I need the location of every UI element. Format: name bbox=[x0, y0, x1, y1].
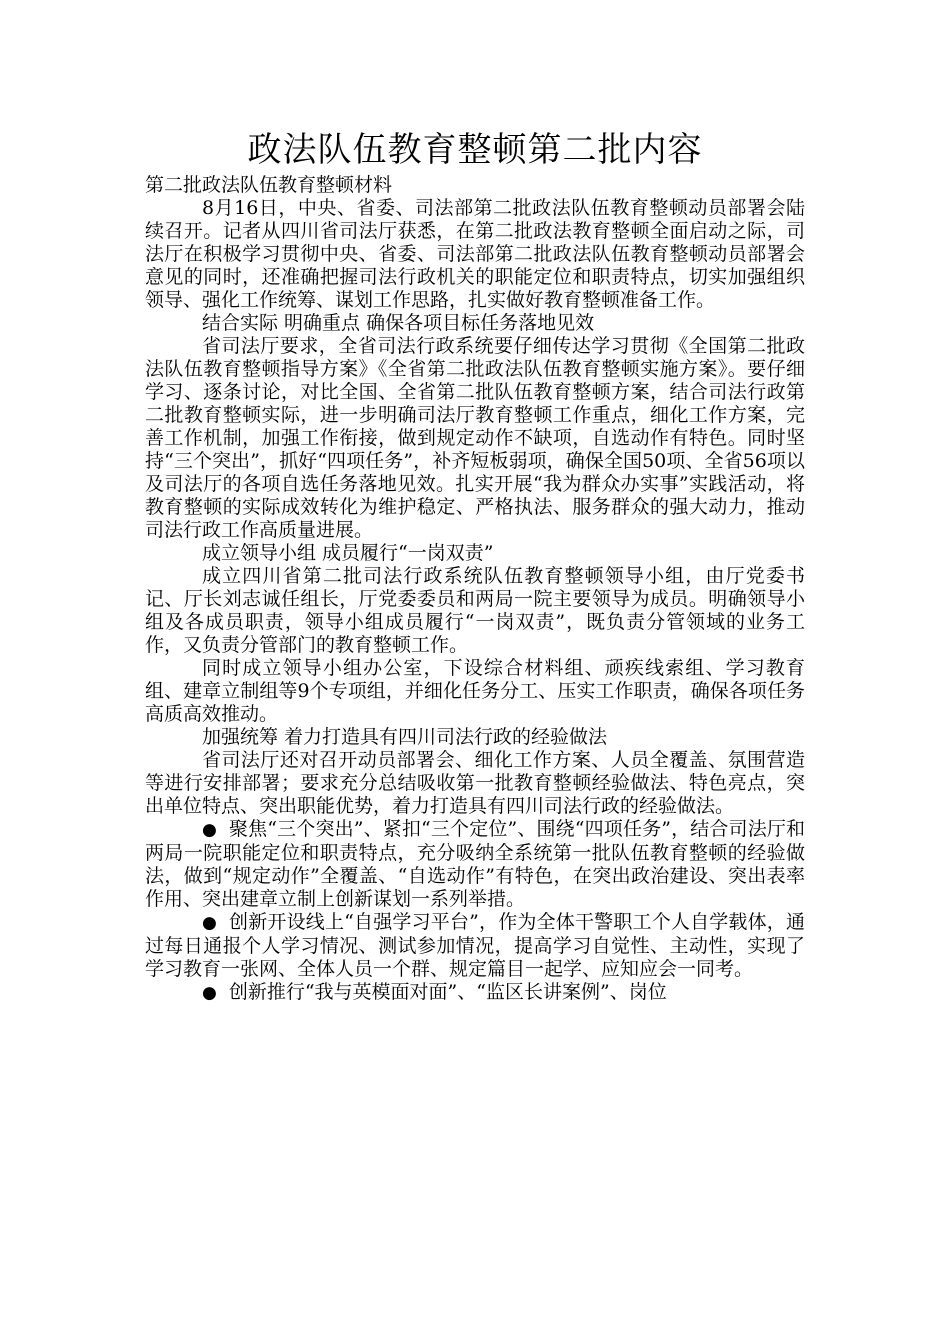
document-title: 政法队伍教育整顿第二批内容 bbox=[247, 130, 703, 170]
bullet-paragraph bbox=[145, 818, 805, 911]
section-heading: 结合实际 明确重点 确保各项目标任务落地见效 bbox=[202, 312, 595, 334]
bullet-text: 聚焦“三个突出”、紧扣“三个定位”、围绕“四项任务”，结合司法厅和两局一院职能定位和职责特点，充分吸纳全系统第一批队伍教育整顿的经验做法，做到“规定动作”全覆盖、“自选动作”有特色，在突出政治建设、突出表率作用、突出建章立制上创新谋划一系列举措。 bbox=[145, 818, 805, 910]
bullet-icon: ● bbox=[202, 820, 217, 840]
section-heading: 成立领导小组 成员履行“一岗双责” bbox=[202, 542, 494, 564]
bullet-paragraph bbox=[145, 981, 805, 1005]
body-paragraph: 省司法厅要求，全省司法行政系统要仔细传达学习贯彻《全国第二批政法队伍教育整顿指导方案》《全省第二批政法队伍教育整顿实施方案》。要仔细学习、逐条讨论，对比全国、全省第二批队伍教育整顿方案，结合司法行政第二批教育整顿实际，进一步明确司法厅教育整顿工作重点，细化工作方案，完善工作机制，加强工作衔接，做到规定动作不缺项，自选动作有特色。同时坚持“三个突出”，抓好“四项任务”，补齐短板弱项，确保全国50项、全省56项以及司法厅的各项自选任务落地见效。扎实开展“我为群众办实事”实践活动，将教育整顿的实际成效转化为维护稳定、严格执法、服务群众的强大动力，推动司法行政工作高质量进展。 bbox=[145, 335, 805, 541]
bullet-text: 创新推行“我与英模面对面”、“监区长讲案例”、岗位 bbox=[228, 981, 667, 1003]
bullet-icon: ● bbox=[202, 983, 217, 1003]
document-body bbox=[145, 197, 805, 1005]
document-page bbox=[145, 126, 805, 1005]
bullet-icon: ● bbox=[202, 913, 217, 933]
body-paragraph: 省司法厅还对召开动员部署会、细化工作方案、人员全覆盖、氛围营造等进行安排部署；要求充分总结吸收第一批教育整顿经验做法、特色亮点，突出单位特点、突出职能优势，着力打造具有四川司法行政的经验做法。 bbox=[145, 749, 805, 817]
bullet-paragraph bbox=[145, 911, 805, 981]
section-heading: 加强统筹 着力打造具有四川司法行政的经验做法 bbox=[202, 726, 608, 748]
bullet-text: 创新开设线上“自强学习平台”，作为全体干警职工个人自学载体，通过每日通报个人学习情况、测试参加情况，提高学习自觉性、主动性，实现了学习教育一张网、全体人员一个群、规定篇目一起学、应知应会一同考。 bbox=[145, 911, 805, 980]
document-subtitle: 第二批政法队伍教育整顿材料 bbox=[145, 174, 393, 196]
body-paragraph: 8月16日，中央、省委、司法部第二批政法队伍教育整顿动员部署会陆续召开。记者从四川省司法厅获悉，在第二批政法教育整顿全面启动之际，司法厅在积极学习贯彻中央、省委、司法部第二批政法队伍教育整顿动员部署会意见的同时，还准确把握司法行政机关的职能定位和职责特点，切实加强组织领导、强化工作统筹、谋划工作思路，扎实做好教育整顿准备工作。 bbox=[145, 197, 805, 311]
body-paragraph: 成立四川省第二批司法行政系统队伍教育整顿领导小组，由厅党委书记、厅长刘志诚任组长，厅党委委员和两局一院主要领导为成员。明确领导小组及各成员职责，领导小组成员履行“一岗双责”，既负责分管领域的业务工作，又负责分管部门的教育整顿工作。 bbox=[145, 565, 805, 656]
body-paragraph: 同时成立领导小组办公室，下设综合材料组、顽疾线索组、学习教育组、建章立制组等9个专项组，并细化任务分工、压实工作职责，确保各项任务高质高效推动。 bbox=[145, 657, 805, 725]
